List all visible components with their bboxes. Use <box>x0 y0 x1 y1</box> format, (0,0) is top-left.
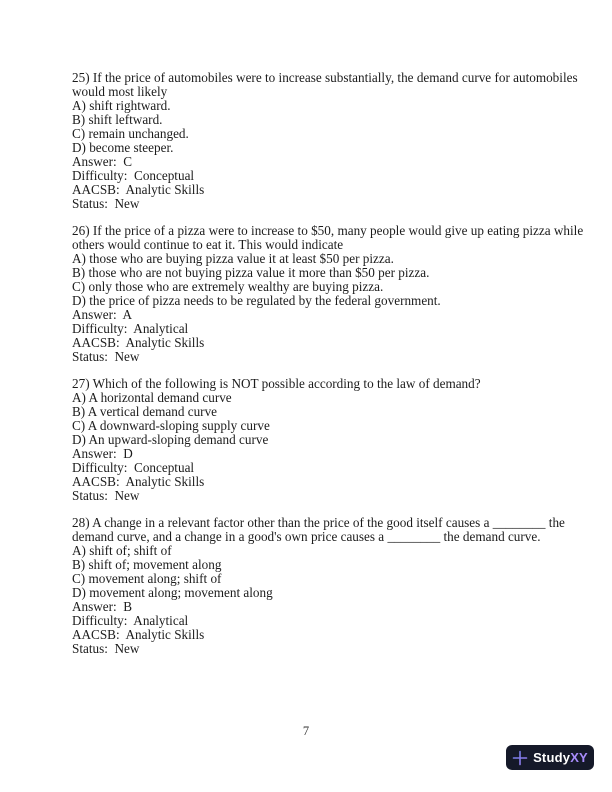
choice-line: C) remain unchanged. <box>72 126 189 141</box>
aacsb-line: AACSB: Analytic Skills <box>72 182 205 197</box>
logo-text-study: Study <box>533 750 571 765</box>
questions-list <box>72 70 584 669</box>
answer-line: Answer: D <box>72 446 133 461</box>
choice-line: A) shift rightward. <box>72 98 171 113</box>
stem-line: 28) A change in a relevant factor other than the price of the good itself causes a ________ the <box>72 515 565 530</box>
studyxy-logo-badge <box>506 745 594 770</box>
logo-text-xy: XY <box>570 750 588 765</box>
question-block-28 <box>72 515 565 656</box>
question-block-27 <box>72 377 547 503</box>
answer-line: Answer: B <box>72 599 133 614</box>
choice-line: D) become steeper. <box>72 140 174 155</box>
stem-line: 25) If the price of automobiles were to increase substantially, the demand curve for automobiles <box>72 70 578 85</box>
difficulty-line: Difficulty: Conceptual <box>72 460 195 475</box>
question-block-26 <box>72 223 584 364</box>
answer-line: Answer: C <box>72 154 133 169</box>
question-block-25 <box>72 70 578 211</box>
choice-line: C) movement along; shift of <box>72 571 222 586</box>
choice-line: B) those who are not buying pizza value it more than $50 per pizza. <box>72 265 430 280</box>
choice-line: D) An upward-sloping demand curve <box>72 432 269 447</box>
choice-line: C) only those who are extremely wealthy are buying pizza. <box>72 279 384 294</box>
stem-line: would most likely <box>72 84 168 99</box>
choice-line: A) A horizontal demand curve <box>72 390 232 405</box>
choice-line: D) movement along; movement along <box>72 585 273 600</box>
aacsb-line: AACSB: Analytic Skills <box>72 627 205 642</box>
stem-line: others would continue to eat it. This would indicate <box>72 237 344 252</box>
answer-line: Answer: A <box>72 307 133 322</box>
logo-text <box>533 750 588 765</box>
page-number: 7 <box>302 724 310 738</box>
aacsb-line: AACSB: Analytic Skills <box>72 335 205 350</box>
stem-line: demand curve, and a change in a good's own price causes a ________ the demand curve. <box>72 529 541 544</box>
difficulty-line: Difficulty: Conceptual <box>72 168 195 183</box>
status-line: Status: New <box>72 196 140 211</box>
choice-line: A) shift of; shift of <box>72 543 172 558</box>
stem-line: 26) If the price of a pizza were to increase to $50, many people would give up eating pizza while <box>72 223 584 238</box>
choice-line: B) shift leftward. <box>72 112 163 127</box>
choice-line: D) the price of pizza needs to be regulated by the federal government. <box>72 293 441 308</box>
aacsb-line: AACSB: Analytic Skills <box>72 474 205 489</box>
difficulty-line: Difficulty: Analytical <box>72 321 189 336</box>
plus-icon <box>512 750 528 766</box>
status-line: Status: New <box>72 488 140 503</box>
status-line: Status: New <box>72 641 140 656</box>
difficulty-line: Difficulty: Analytical <box>72 613 189 628</box>
choice-line: B) A vertical demand curve <box>72 404 218 419</box>
stem-line: 27) Which of the following is NOT possible according to the law of demand? <box>72 376 481 391</box>
choice-line: C) A downward-sloping supply curve <box>72 418 270 433</box>
choice-line: B) shift of; movement along <box>72 557 222 572</box>
choice-line: A) those who are buying pizza value it at least $50 per pizza. <box>72 251 394 266</box>
status-line: Status: New <box>72 349 140 364</box>
